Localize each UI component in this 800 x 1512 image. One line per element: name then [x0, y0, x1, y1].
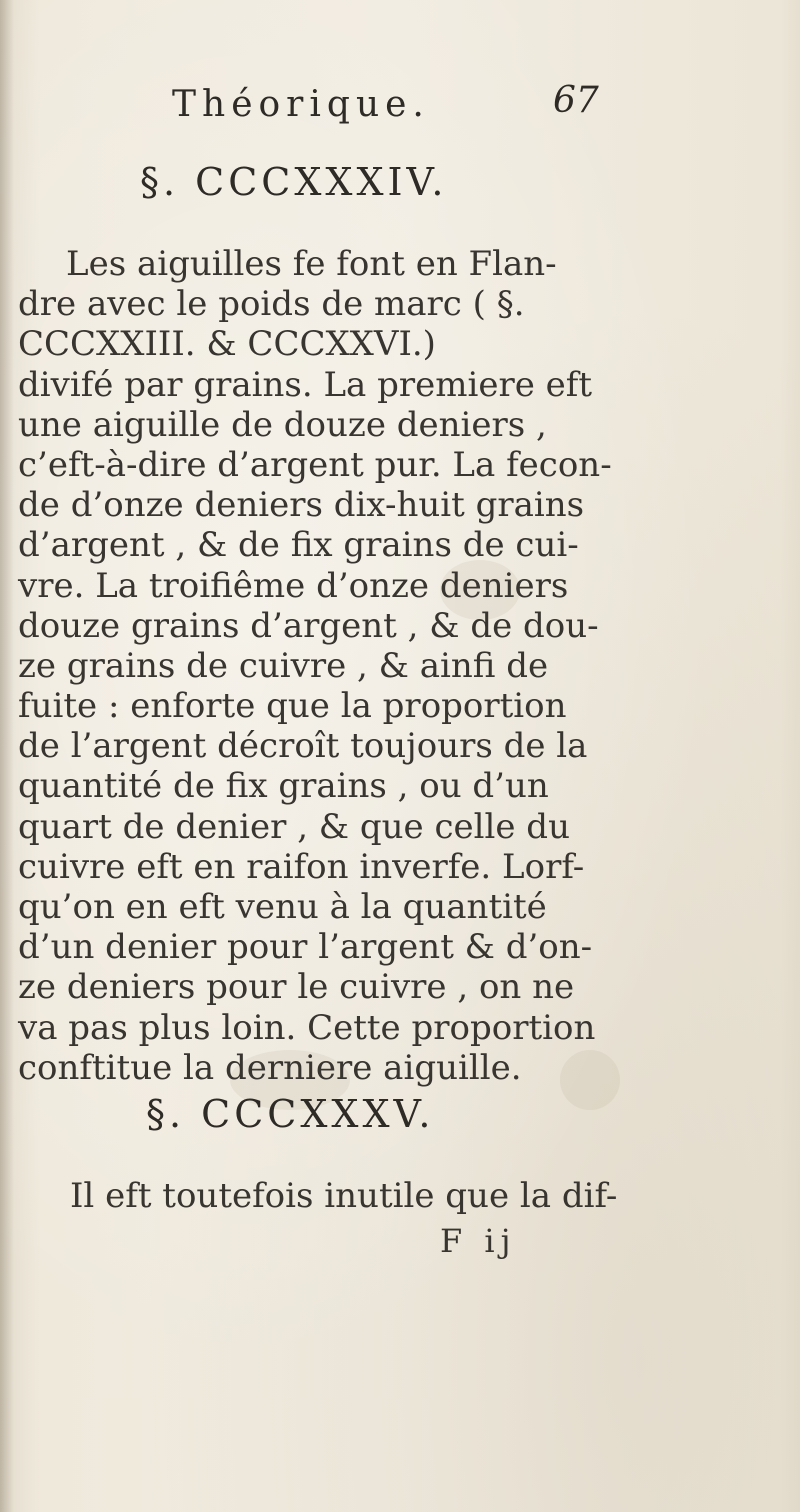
text-line: de l’argent décroît toujours de la [18, 726, 588, 767]
section-heading: §. CCCXXXIV. [140, 160, 448, 204]
section-heading: §. CCCXXXV. [146, 1092, 435, 1136]
text-line: Les aiguilles fe font en Flan- [66, 244, 557, 284]
text-line: fuite : enforte que la proportion [18, 686, 567, 727]
text-line: de d’onze deniers dix-huit grains [18, 485, 585, 526]
text-line: quart de denier , & que celle du [18, 806, 570, 847]
text-line: c’eft-à-dire d’argent pur. La fecon- [18, 444, 612, 485]
text-line: Il eft toutefois inutile que la dif- [70, 1176, 618, 1216]
paragraph [70, 1176, 662, 1216]
text-line: conftitue la derniere aiguille. [18, 1047, 522, 1088]
text-line: d’un denier pour l’argent & d’on- [18, 927, 593, 968]
spine-shadow [0, 0, 14, 1512]
text-line: une aiguille de douze deniers , [18, 404, 547, 445]
text-line: d’argent , & de fix grains de cui- [18, 525, 579, 566]
text-line: CCCXXIII. & CCCXXVI.) [18, 324, 436, 365]
text-line: douze grains d’argent , & de dou- [18, 605, 599, 646]
text-line: cuivre eft en raifon inverfe. Lorf- [18, 846, 585, 887]
text-line: dre avec le poids de marc ( §. [18, 284, 525, 325]
text-line: vre. La troifiême d’onze deniers [18, 565, 569, 606]
text-line: va pas plus loin. Cette proportion [18, 1007, 596, 1048]
text-line: qu’on en eft venu à la quantité [18, 887, 547, 927]
signature-mark: F ij [440, 1222, 517, 1260]
text-line: ze deniers pour le cuivre , on ne [18, 967, 575, 1008]
text-line: ze grains de cuivre , & ainfi de [18, 645, 549, 686]
text-line: divifé par grains. La premiere eft [18, 364, 593, 405]
text-line: quantité de fix grains , ou d’un [18, 766, 549, 807]
paragraph [18, 244, 610, 1088]
page-number: 67 [553, 80, 599, 121]
running-head: Théorique. [172, 84, 430, 125]
